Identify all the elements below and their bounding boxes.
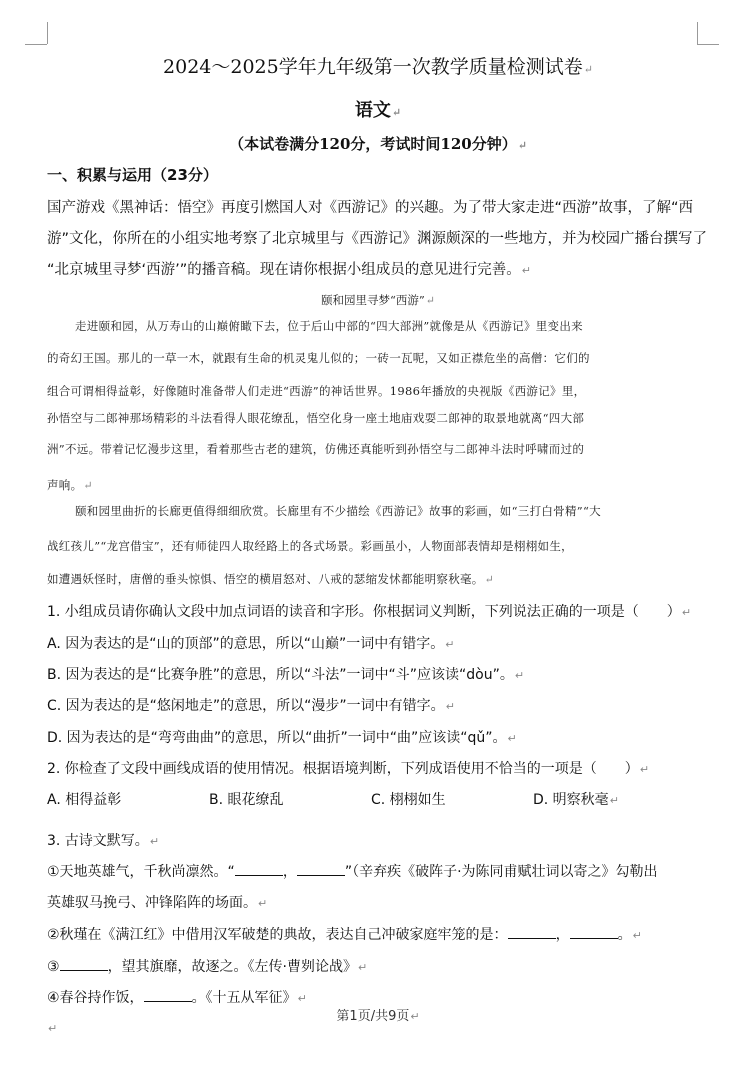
paragraph-mark: ↵ bbox=[48, 1022, 58, 1035]
crop-mark-top-right-v bbox=[697, 22, 698, 44]
exam-info: （本试卷满分120分，考试时间120分钟）↵ bbox=[229, 135, 527, 153]
answer-blank[interactable] bbox=[235, 863, 283, 876]
intro-line-2: 游”文化，你所在的小组实地考察了北京城里与《西游记》渊源颇深的一些地方，并为校园广播台撰写了 bbox=[47, 231, 708, 247]
article-line: 走进颐和园，从万寿山的山巅俯瞰下去，位于后山中部的“四大部洲”就像是从《西游记》里变出来 bbox=[75, 319, 583, 333]
question-2-option-b: B. 眼花缭乱 bbox=[209, 792, 284, 808]
article-line: 战红孩儿”“龙宫借宝”，还有师徒四人取经路上的各式场景。彩画虽小，人物面部表情却是栩栩如生， bbox=[47, 539, 573, 553]
question-2-option-c: C. 栩栩如生 bbox=[371, 792, 446, 808]
question-3-stem: 3. 古诗文默写。↵ bbox=[47, 833, 160, 849]
question-1-option-a: A. 因为表达的是“山的顶部”的意思，所以“山巅”一词中有错字。↵ bbox=[47, 636, 455, 652]
answer-blank[interactable] bbox=[297, 863, 345, 876]
answer-blank[interactable] bbox=[508, 926, 556, 939]
question-1-option-d: D. 因为表达的是“弯弯曲曲”的意思，所以“曲折”一词中“曲”应该读“qǔ”。↵ bbox=[47, 730, 517, 746]
answer-blank[interactable] bbox=[570, 926, 618, 939]
crop-mark-top-left-v bbox=[47, 22, 48, 44]
question-1-option-c: C. 因为表达的是“悠闲地走”的意思，所以“漫步”一词中有错字。↵ bbox=[47, 698, 455, 714]
article-line: 洲”不远。带着记忆漫步这里，看着那些古老的建筑，仿佛还真能听到孙悟空与二郎神斗法时呼啸而过的 bbox=[47, 442, 585, 456]
question-2-stem: 2. 你检查了文段中画线成语的使用情况。根据语境判断，下列成语使用不恰当的一项是（ ）↵ bbox=[47, 761, 650, 777]
crop-mark-top-left-h bbox=[25, 44, 47, 45]
subject-title: 语文↵ bbox=[354, 100, 402, 121]
answer-blank[interactable] bbox=[60, 958, 108, 971]
page-footer: 第1页/共9页↵ bbox=[336, 1009, 420, 1024]
question-1-stem: 1. 小组成员请你确认文段中加点词语的读音和字形。你根据词义判断，下列说法正确的一项是（ ）↵ bbox=[47, 604, 692, 620]
article-line: 孙悟空与二郎神那场精彩的斗法看得人眼花缭乱，悟空化身一座土地庙戏耍二郎神的取景地就离“四大部 bbox=[47, 411, 585, 425]
article-line: 颐和园里曲折的长廊更值得细细欣赏。长廊里有不少描绘《西游记》故事的彩画，如“三打白骨精”“大 bbox=[75, 504, 601, 518]
question-3-item-1-cont: 英雄驭马挽弓、冲锋陷阵的场面。↵ bbox=[47, 895, 268, 911]
question-3-item-2: ②秋瑾在《满江红》中借用汉军破楚的典故，表达自己冲破家庭牢笼的是： ， 。↵ bbox=[47, 927, 642, 943]
article-line: 声响。↵ bbox=[47, 478, 93, 492]
exam-title: 2024～2025学年九年级第一次教学质量检测试卷↵ bbox=[163, 56, 593, 78]
article-line: 的奇幻王国。那儿的一草一木，就跟有生命的机灵鬼儿似的；一砖一瓦呢，又如正襟危坐的高僧：它们的 bbox=[47, 351, 590, 365]
question-3-item-1: ①天地英雄气，千秋尚凛然。“ ， ”（辛弃疾《破阵子·为陈同甫赋壮词以寄之》勾勒出 bbox=[47, 864, 658, 880]
question-2-option-a: A. 相得益彰 bbox=[47, 792, 122, 808]
article-line: 如遭遇妖怪时，唐僧的垂头惊惧、悟空的横眉怒对、八戒的瑟缩发怵都能明察秋毫。↵ bbox=[47, 572, 495, 586]
article-title: 颐和园里寻梦“西游”↵ bbox=[321, 293, 435, 307]
question-3-item-4: ④春谷持作饭， 。《十五从军征》↵ bbox=[47, 990, 307, 1006]
question-3-item-3: ③ ，望其旗靡，故逐之。《左传·曹刿论战》↵ bbox=[47, 959, 368, 975]
article-line: 组合可谓相得益彰，好像随时准备带人们走进“西游”的神话世界。1986年播放的央视版《西游记》里， bbox=[47, 384, 586, 398]
crop-mark-top-right-h bbox=[697, 44, 719, 45]
question-2-option-d: D. 明察秋毫↵ bbox=[533, 792, 619, 808]
section-heading: 一、积累与运用（23分） bbox=[47, 166, 218, 184]
intro-line-3: “北京城里寻梦‘西游’”的播音稿。现在请你根据小组成员的意见进行完善。↵ bbox=[47, 262, 531, 278]
intro-line-1: 国产游戏《黑神话：悟空》再度引燃国人对《西游记》的兴趣。为了带大家走进“西游”故事，了解“西 bbox=[47, 200, 694, 216]
answer-blank[interactable] bbox=[144, 989, 192, 1002]
question-1-option-b: B. 因为表达的是“比赛争胜”的意思，所以“斗法”一词中“斗”应该读“dòu”。↵ bbox=[47, 667, 525, 683]
